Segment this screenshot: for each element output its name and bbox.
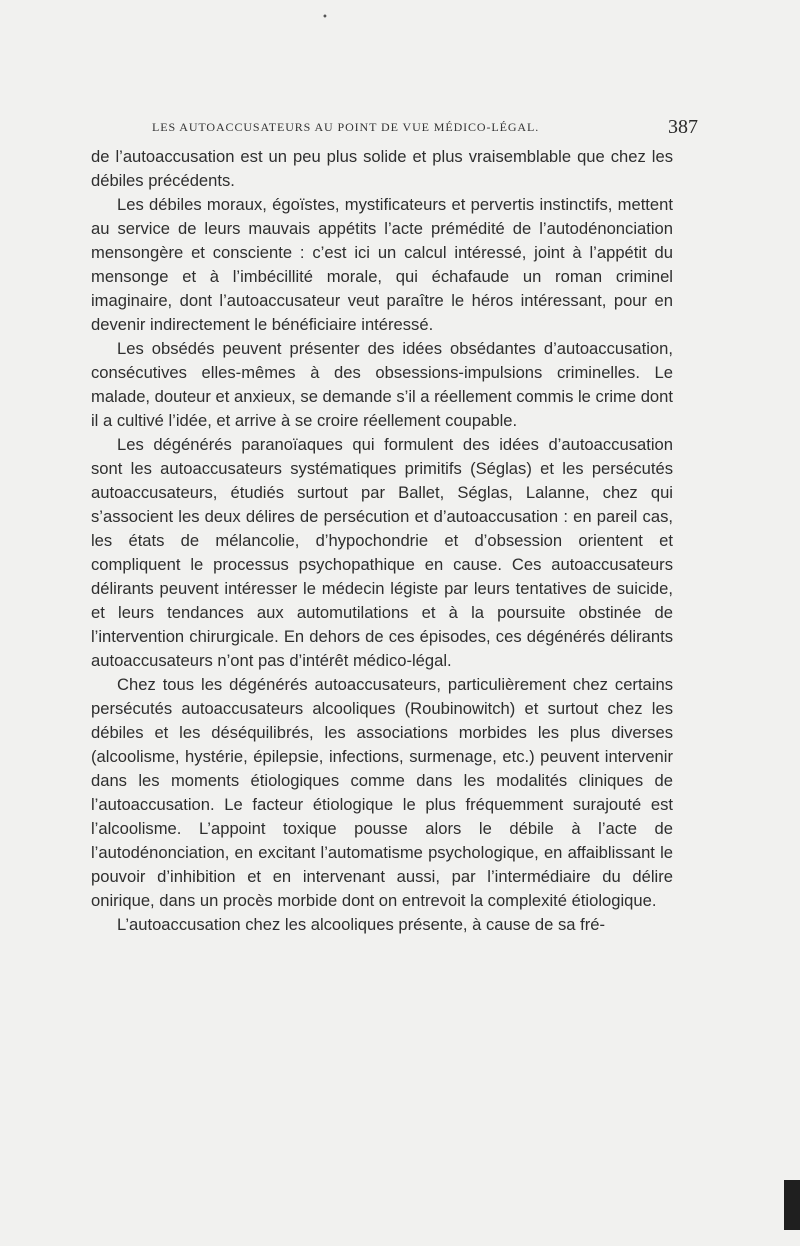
paragraph-continued: de l’autoaccusation est un peu plus solide et plus vraisemblable que chez les débiles précédents.	[91, 147, 673, 190]
running-title: LES AUTOACCUSATEURS AU POINT DE VUE MÉDICO-LÉGAL.	[152, 120, 540, 134]
page-number: 387	[668, 116, 698, 138]
scan-edge-shadow	[784, 1180, 800, 1230]
top-ink-mark: •	[322, 12, 328, 23]
paragraph-degeneres-paranoiaques: Les dégénérés paranoïaques qui formulent des idées d’autoaccusation sont les autoaccusateurs systématiques primitifs (Séglas) et les persécutés autoaccusateurs, étudiés surtout par Ballet, Séglas, Lalanne, chez qui s’associent les deux délires de persécution et d’autoaccusation : en pareil cas, les états de mélancolie, d’hypochondrie et d’obsession orientent et compliquent le processus psychopathique en cause. Ces autoaccusateurs délirants peuvent intéresser le médecin légiste par leurs tentatives de suicide, et leurs tendances aux automutilations et à la poursuite obstinée de l’intervention chirurgicale. En dehors de ces épisodes, ces dégénérés délirants autoaccusateurs n’ont pas d’intérêt médico-légal.	[91, 435, 673, 670]
paragraph-alcooliques: L’autoaccusation chez les alcooliques présente, à cause de sa fré-	[117, 915, 605, 934]
body-text	[91, 145, 673, 937]
running-head	[152, 116, 698, 140]
paragraph-debiles-moraux: Les débiles moraux, égoïstes, mystificateurs et pervertis instinctifs, mettent au service de leurs mauvais appétits l’acte prémédité de l’autodénonciation mensongère et consciente : c’est ici un calcul intéressé, joint à l’appétit du mensonge et à l’imbécillité morale, qui échafaude un roman criminel imaginaire, dont l’autoaccusateur veut paraître le héros intéressant, pour en devenir indirectement le bénéficiaire intéressé.	[91, 195, 673, 334]
paragraph-obsedes: Les obsédés peuvent présenter des idées obsédantes d’autoaccusation, consécutives elles-mêmes à des obsessions-impulsions criminelles. Le malade, douteur et anxieux, se demande s’il a réellement commis le crime dont il a cultivé l’idée, et arrive à se croire réellement coupable.	[91, 339, 673, 430]
paragraph-associations-morbides: Chez tous les dégénérés autoaccusateurs, particulièrement chez certains persécutés autoaccusateurs alcooliques (Roubinowitch) et surtout chez les débiles et les déséquilibrés, les associations morbides les plus diverses (alcoolisme, hystérie, épilepsie, infections, surmenage, etc.) peuvent intervenir dans les moments étiologiques comme dans les modalités cliniques de l’autoaccusation. Le facteur étiologique le plus fréquemment surajouté est l’alcoolisme. L’appoint toxique pousse alors le débile à l’acte de l’autodénonciation, en excitant l’automatisme psychologique, en affaiblissant le pouvoir d’inhibition et en intervenant aussi, par l’intermédiaire du délire onirique, dans un procès morbide dont on entrevoit la complexité étiologique.	[91, 675, 673, 910]
